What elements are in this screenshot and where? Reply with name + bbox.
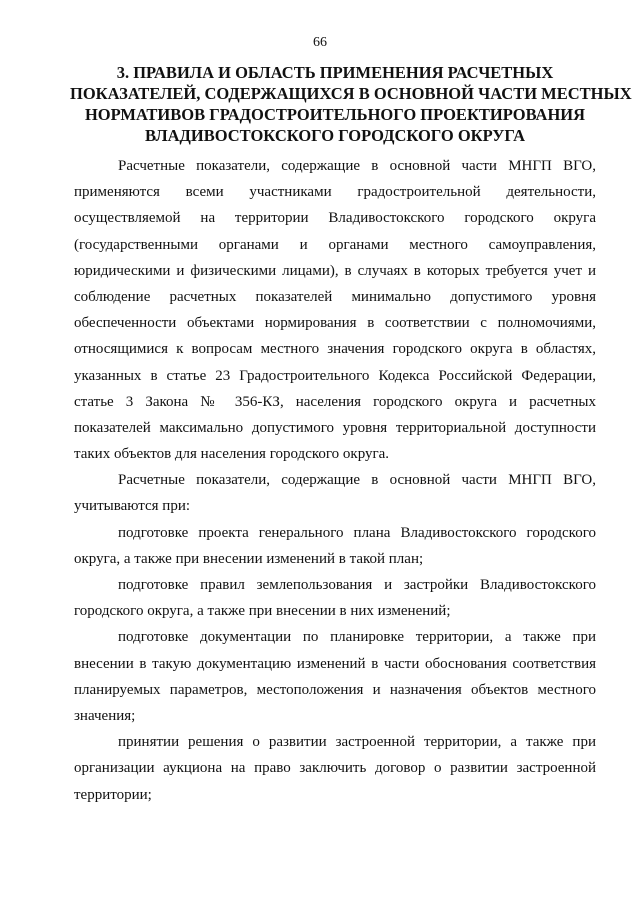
paragraph-line: (государственными органами и органами местного самоуправления, (74, 236, 596, 253)
paragraph-line: городского округа, а также при внесении в них изменений; (74, 603, 451, 620)
paragraph-line: юридическими и физическими лицами), в случаях в которых требуется учет и (74, 262, 596, 279)
paragraph-line: применяются всеми участниками градостроительной деятельности, (74, 184, 596, 201)
paragraph-line: показателей максимально допустимого уровня территориальной доступности (74, 419, 596, 436)
paragraph-line: округа, а также при внесении изменений в такой план; (74, 550, 424, 567)
paragraph-line: учитываются при: (74, 498, 191, 515)
paragraph (74, 729, 596, 808)
paragraph (74, 624, 596, 729)
paragraph-line: территории; (74, 786, 152, 803)
heading-line: НОРМАТИВОВ ГРАДОСТРОИТЕЛЬНОГО ПРОЕКТИРОВАНИЯ (84, 105, 586, 124)
paragraph-line: подготовке документации по планировке территории, а также при (118, 629, 596, 646)
paragraph-line: обеспеченности объектами нормирования в соответствии с полномочиями, (74, 315, 596, 332)
heading-line: ПОКАЗАТЕЛЕЙ, СОДЕРЖАЩИХСЯ В ОСНОВНОЙ ЧАСТИ МЕСТНЫХ (70, 84, 632, 103)
paragraph-line: осуществляемой на территории Владивостокского городского округа (74, 210, 596, 227)
paragraph-line: Расчетные показатели, содержащие в основной части МНГП ВГО, (118, 472, 596, 489)
paragraph-line: значения; (74, 707, 136, 724)
paragraph (74, 467, 596, 519)
paragraph (74, 572, 596, 624)
paragraph-line: организации аукциона на право заключить договор о развитии застроенной (74, 760, 596, 777)
paragraph-line: подготовке правил землепользования и застройки Владивостокского (118, 577, 596, 593)
paragraph-line: указанных в статье 23 Градостроительного Кодекса Российской Федерации, (74, 367, 596, 384)
paragraph-line: подготовке проекта генерального плана Владивостокского городского (118, 524, 596, 541)
paragraph-line: Расчетные показатели, содержащие в основной части МНГП ВГО, (118, 158, 596, 174)
section-heading (70, 62, 632, 146)
heading-line: ВЛАДИВОСТОКСКОГО ГОРОДСКОГО ОКРУГА (144, 126, 526, 145)
paragraph-line: статье 3 Закона № 356-КЗ, населения городского округа и расчетных (74, 393, 596, 410)
paragraph (74, 520, 596, 572)
document-body (74, 153, 596, 808)
paragraph (74, 153, 596, 467)
paragraph-line: принятии решения о развитии застроенной территории, а также при (118, 734, 596, 751)
page-number: 66 (313, 35, 327, 50)
heading-line: 3. ПРАВИЛА И ОБЛАСТЬ ПРИМЕНЕНИЯ РАСЧЕТНЫХ (116, 63, 554, 82)
paragraph-line: таких объектов для населения городского округа. (74, 446, 390, 463)
paragraph-line: соблюдение расчетных показателей минимально допустимого уровня (74, 288, 596, 305)
paragraph-line: относящимися к вопросам местного значения городского округа в областях, (74, 341, 596, 358)
paragraph-line: внесении в такую документацию изменений в части обоснования соответствия (74, 655, 596, 672)
paragraph-line: планируемых параметров, местоположения и назначения объектов местного (74, 681, 596, 698)
